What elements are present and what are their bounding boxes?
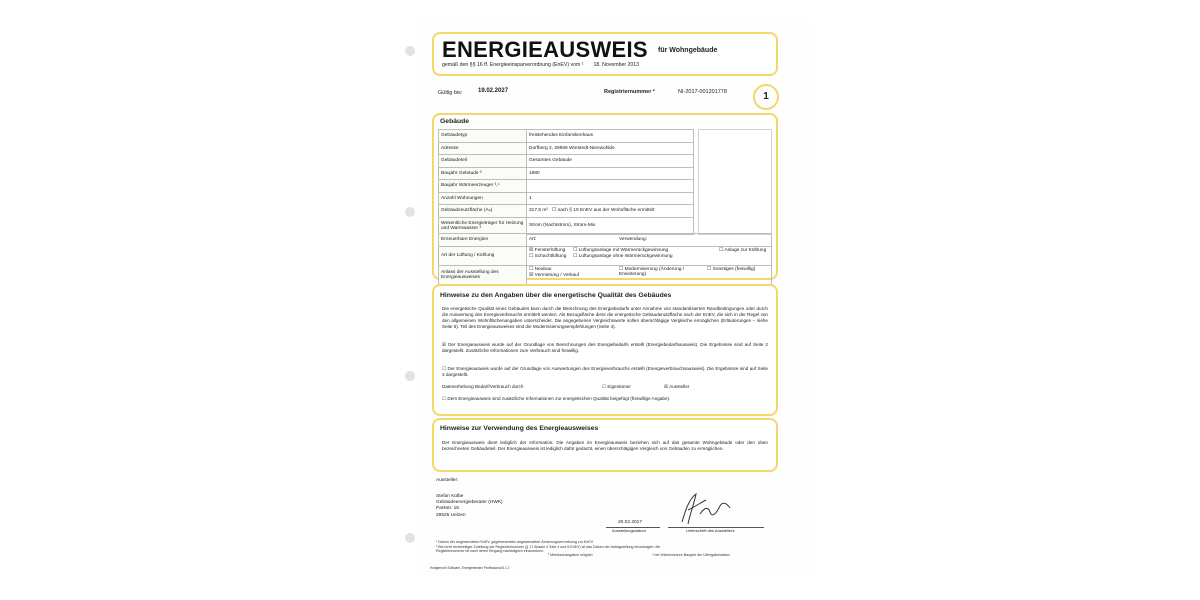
table-row bbox=[439, 180, 694, 193]
signature-label: Unterschrift des Ausstellers bbox=[686, 528, 735, 533]
option-owner: ☐ Eigentümer bbox=[602, 384, 631, 389]
row-label: Gebäudenutzfläche (Aₙ) bbox=[439, 205, 527, 218]
building-table-lower bbox=[438, 233, 772, 285]
option-other: ☐ Sonstiges (freiwillig) bbox=[707, 267, 756, 272]
row-value: Dorfberg 2, 29559 Wrestedt-Nienwohlde bbox=[527, 142, 694, 155]
quality-option-demand: ☒ Der Energieausweis wurde auf der Grundlage von Berechnungen des Energiebedarfs erstellt (Energiebedarfsausweis). Die Ergebnisse sind auf Seite 2 dargestellt. Zusätzliche Informationen zum Verbrauch sind freiwillig. bbox=[442, 342, 768, 353]
table-row bbox=[439, 217, 694, 234]
table-row bbox=[439, 246, 772, 265]
issue-date-label: Ausstellungsdatum bbox=[612, 528, 646, 533]
option-modernization: ☐ Modernisierung (Änderung / Erweiterung) bbox=[619, 267, 685, 277]
occasion-options bbox=[527, 265, 772, 284]
footnote-3: ³ Mehrfachangaben möglich bbox=[548, 553, 593, 557]
building-photo-placeholder bbox=[698, 129, 772, 235]
row-value: 1880 bbox=[527, 167, 694, 180]
table-row bbox=[439, 167, 694, 180]
page-number-badge: 1 bbox=[753, 84, 779, 110]
building-section bbox=[432, 113, 778, 280]
usage-hints-text: Der Energieausweis dient lediglich der Information. Die Angaben im Energieausweis beziehen sich auf das gesamte Wohngebäude oder den oben bezeichneten Gebäudeteil. Der Energieausweis ist lediglich dafür gedacht, einen überschlägigen Vergleich von Gebäuden zu ermöglichen. bbox=[442, 440, 768, 451]
usage-hints-section bbox=[432, 418, 778, 472]
title-box bbox=[432, 32, 778, 76]
row-label: Baujahr Gebäude ³ bbox=[439, 167, 527, 180]
row-label: Baujahr Wärmeerzeuger ³,⁴ bbox=[439, 180, 527, 193]
option-cooling: ☐ Anlage zur Kühlung bbox=[719, 248, 767, 253]
option-shaft-ventilation: ☐ Schachtlüftung bbox=[529, 254, 567, 259]
row-label: Art der Lüftung / Kühlung bbox=[439, 246, 527, 265]
issuer-street: Parkstr. 18 bbox=[436, 506, 459, 512]
row-label: Erneuerbare Energien bbox=[439, 234, 527, 247]
punch-hole bbox=[405, 533, 415, 543]
row-value bbox=[527, 205, 694, 218]
option-rent-sale: ☒ Vermietung / Verkauf bbox=[529, 273, 580, 278]
software-note: Hottgenroth Software, Energieberater Professional 8.1.1 bbox=[430, 566, 510, 570]
quality-option-consumption: ☐ Der Energieausweis wurde auf der Grundlage von Auswertungen des Energieverbrauchs erstellt (Energieverbrauchsausweis). Die Ergebnisse sind auf Seite 3 dargestellt. bbox=[442, 366, 768, 377]
table-row bbox=[439, 142, 694, 155]
data-collection-row bbox=[442, 384, 768, 390]
row-label: Gebäudeteil bbox=[439, 155, 527, 168]
building-section-title: Gebäude bbox=[440, 118, 470, 125]
row-value bbox=[527, 180, 694, 193]
row-label: Anzahl Wohnungen bbox=[439, 192, 527, 205]
ventilation-options bbox=[527, 246, 772, 265]
regulation-text: gemäß den §§ 16 ff. Energieeinsparverordnung (EnEV) vom ¹ bbox=[442, 62, 584, 68]
footnote-4: ⁴ bei Wärmenetzen Baujahr der Übergabestation bbox=[652, 553, 730, 557]
signature-icon bbox=[676, 488, 736, 528]
issuer-address bbox=[436, 494, 503, 519]
row-label: Anlass der Ausstellung des Energieausweises bbox=[439, 265, 527, 284]
building-table bbox=[438, 129, 694, 235]
table-row bbox=[439, 205, 694, 218]
option-ventilation-no-recovery: ☐ Lüftungsanlage ohne Wärmerückgewinnung bbox=[573, 254, 673, 259]
table-row bbox=[439, 265, 772, 284]
usage-hints-title: Hinweise zur Verwendung des Energieausweises bbox=[440, 425, 599, 432]
punch-hole bbox=[405, 46, 415, 56]
renewables-art: Art: bbox=[527, 234, 618, 247]
table-row bbox=[439, 130, 694, 143]
footnote-2: ² Bei nicht rechtzeitiger Zuteilung der Registriernummer (§ 17 Absatz 4 Satz 4 und 5 EnEV) ist das Datum der Antragstellung einzutragen; die Registriernummer ist nach deren Eingang nachträglich einzusetzen. bbox=[436, 545, 661, 554]
valid-date: 19.02.2027 bbox=[478, 88, 509, 94]
footnote-1: ¹ Datum der angewendeten EnEV, gegebenenfalls angewendeten Änderungsverordnung zur EnEV bbox=[436, 540, 594, 544]
valid-label: Gültig bis: bbox=[438, 90, 463, 96]
registration-number: NI-2017-001201778 bbox=[678, 89, 727, 95]
regulation-date: 18. November 2013 bbox=[593, 62, 640, 68]
row-value: freistehendes Einfamilienhaus bbox=[527, 130, 694, 143]
registration-label: Registriernummer ² bbox=[604, 89, 655, 95]
quality-hints-intro: Die energetische Qualität eines Gebäudes kann durch die Berechnung des Energiebedarfs unter Annahme von standardisierten Randbedingungen oder durch die Auswertung des Energieverbrauchs ermittelt werden. Als Bezugsfläche dient die energetische Gebäudenutzfläche nach der EnEV, die sich in der Regel von den allgemeinen Wohnflächenangaben unterscheidet. Die angegebenen Vergleichswerte sollen überschlägige Vergleiche ermöglichen (Erläuterungen – siehe Seite 5). Teil des Energieausweises sind die Modernisierungsempfehlungen (Seite 4). bbox=[442, 306, 768, 329]
table-row bbox=[439, 192, 694, 205]
option-ventilation-heat-recovery: ☐ Lüftungsanlage mit Wärmerückgewinnung bbox=[573, 248, 669, 253]
option-issuer: ☒ Aussteller bbox=[664, 384, 690, 389]
issuer-city: 29525 Uelzen bbox=[436, 512, 466, 518]
issuer-title: Gebäudeenergieberater (HWK) bbox=[436, 500, 503, 506]
row-label: Adresse bbox=[439, 142, 527, 155]
punch-hole bbox=[405, 207, 415, 217]
option-new-building: ☐ Neubau bbox=[529, 267, 552, 272]
quality-hints-title: Hinweise zu den Angaben über die energetische Qualität des Gebäudes bbox=[440, 292, 672, 299]
punch-hole bbox=[405, 371, 415, 381]
table-row bbox=[439, 234, 772, 247]
option-window-ventilation: ☒ Fensterlüftung bbox=[529, 248, 566, 253]
area-note: ☐ nach § 19 EnEV aus der Wohnfläche ermittelt bbox=[551, 208, 655, 214]
quality-option-additional: ☐ Dem Energieausweis sind zusätzliche Informationen zur energetischen Qualität beigefügt (freiwillige Angabe). bbox=[442, 396, 671, 401]
issuer-label: Aussteller: bbox=[436, 478, 459, 483]
table-row bbox=[439, 155, 694, 168]
row-value: Gesamtes Gebäude bbox=[527, 155, 694, 168]
row-label: Gebäudetyp bbox=[439, 130, 527, 143]
issue-date: 20.02.2017 bbox=[618, 520, 643, 525]
document-subtitle: für Wohngebäude bbox=[658, 47, 718, 54]
quality-hints-section bbox=[432, 284, 778, 416]
area-value: 317,6 m² bbox=[529, 208, 548, 214]
row-value: 1 bbox=[527, 192, 694, 205]
data-collection-label: Datenerhebung Bedarf/Verbrauch durch bbox=[442, 384, 524, 389]
renewables-use: Verwendung: bbox=[617, 234, 772, 247]
regulation-line bbox=[442, 62, 639, 68]
row-value: Strom (Nachtstrom), Strom-Mix bbox=[527, 217, 694, 234]
document-title: ENERGIEAUSWEIS bbox=[442, 37, 648, 62]
issuer-name: Stefan Kolbe bbox=[436, 494, 464, 499]
row-label: Wesentliche Energieträger für Heizung und Warmwasser ³ bbox=[439, 217, 527, 234]
